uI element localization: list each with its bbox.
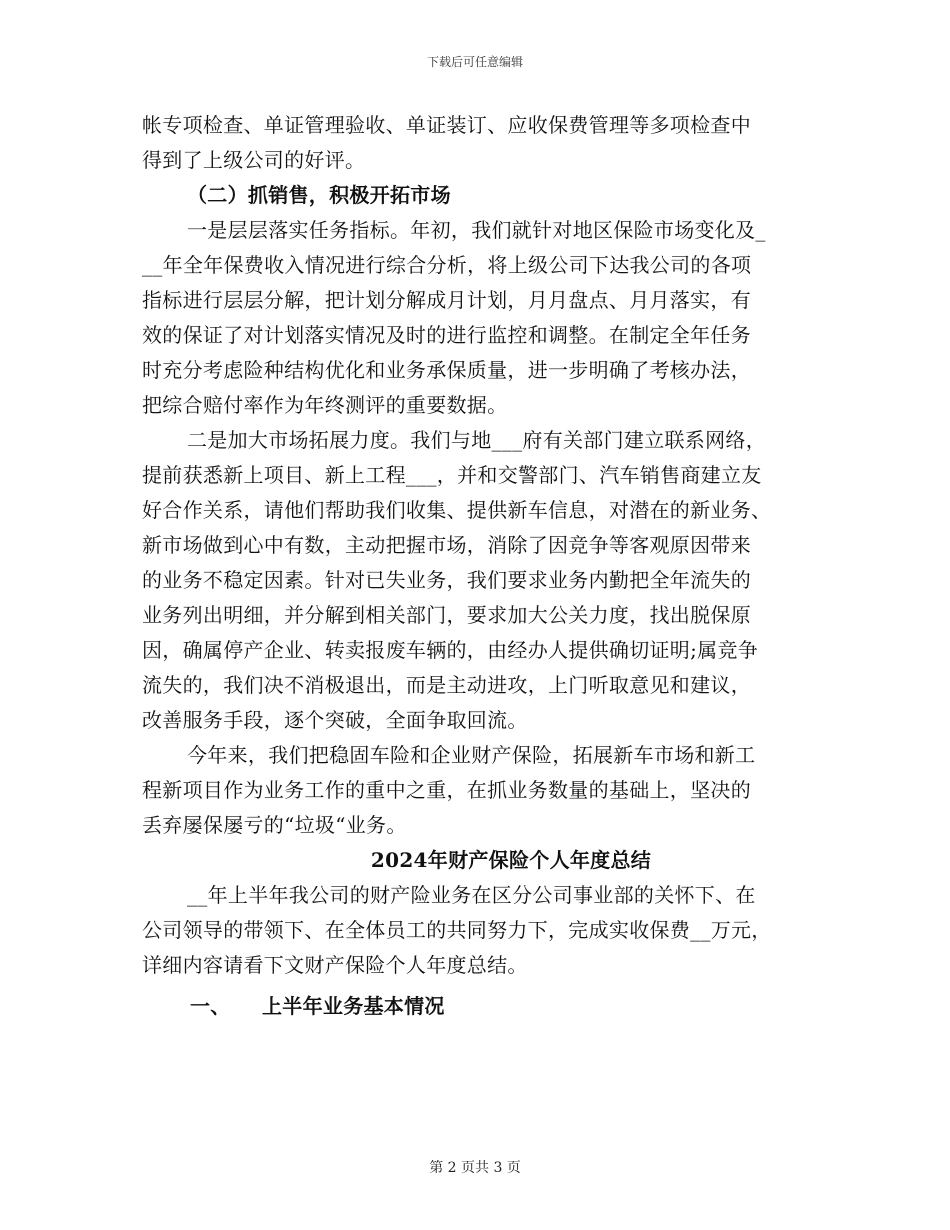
- document-body: [142, 108, 810, 1024]
- paragraph-line: 丢弃屡保屡亏的“垃圾“业务。: [142, 813, 407, 837]
- paragraph-line: 效的保证了对计划落实情况及时的进行监控和调整。在制定全年任务: [142, 323, 751, 347]
- paragraph-line: 改善服务手段，逐个突破，全面争取回流。: [142, 708, 528, 732]
- paragraph-line: 今年来，我们把稳固车险和企业财产保险，拓展新车市场和新工: [187, 743, 756, 767]
- page-header: 下载后可任意编辑: [426, 55, 523, 69]
- paragraph-line: 详细内容请看下文财产保险个人年度总结。: [142, 953, 528, 977]
- paragraph-line: 得到了上级公司的好评。: [142, 148, 366, 172]
- paragraph-line: 因，确属停产企业、转卖报废车辆的，由经办人提供确切证明;属竞争: [142, 638, 759, 662]
- paragraph-line: 一是层层落实任务指标。年初，我们就针对地区保险市场变化及_: [187, 218, 766, 242]
- paragraph-line: 的业务不稳定因素。针对已失业务，我们要求业务内勤把全年流失的: [142, 568, 751, 592]
- paragraph-line: 把综合赔付率作为年终测评的重要数据。: [142, 393, 508, 417]
- paragraph-line: 流失的，我们决不消极退出，而是主动进攻，上门听取意见和建议，: [142, 673, 751, 697]
- document-title: 2024年财产保险个人年度总结: [370, 848, 652, 872]
- paragraph-line: 好合作关系，请他们帮助我们收集、提供新车信息，对潜在的新业务、: [142, 498, 772, 522]
- paragraph-line: 提前获悉新上项目、新上工程___，并和交警部门、汽车销售商建立友: [142, 463, 762, 487]
- paragraph-line: 帐专项检查、单证管理验收、单证装订、应收保费管理等多项检查中: [142, 113, 751, 137]
- paragraph-line: __年上半年我公司的财产险业务在区分公司事业部的关怀下、在: [187, 883, 756, 907]
- section-number: 一、: [190, 994, 231, 1018]
- paragraph-line: 二是加大市场拓展力度。我们与地___府有关部门建立联系网络，: [187, 428, 766, 452]
- paragraph-line: __年全年保费收入情况进行综合分析，将上级公司下达我公司的各项: [142, 253, 752, 277]
- paragraph-line: 公司领导的带领下、在全体员工的共同努力下，完成实收保费__万元，: [142, 918, 772, 942]
- paragraph-line: 业务列出明细，并分解到相关部门，要求加大公关力度，找出脱保原: [142, 603, 751, 627]
- section-label: 上半年业务基本情况: [262, 994, 445, 1018]
- paragraph-line: 程新项目作为业务工作的重中之重，在抓业务数量的基础上，坚决的: [142, 778, 751, 802]
- paragraph-line: 新市场做到心中有数，主动把握市场，消除了因竞争等客观原因带来: [142, 533, 751, 557]
- subheading: （二）抓销售，积极开拓市场: [187, 183, 451, 207]
- section-heading: [142, 989, 810, 1024]
- paragraph-line: 时充分考虑险种结构优化和业务承保质量，进一步明确了考核办法，: [142, 358, 751, 382]
- page-footer: 第 2 页共 3 页: [429, 1160, 521, 1176]
- paragraph-line: 指标进行层层分解，把计划分解成月计划，月月盘点、月月落实，有: [142, 288, 751, 312]
